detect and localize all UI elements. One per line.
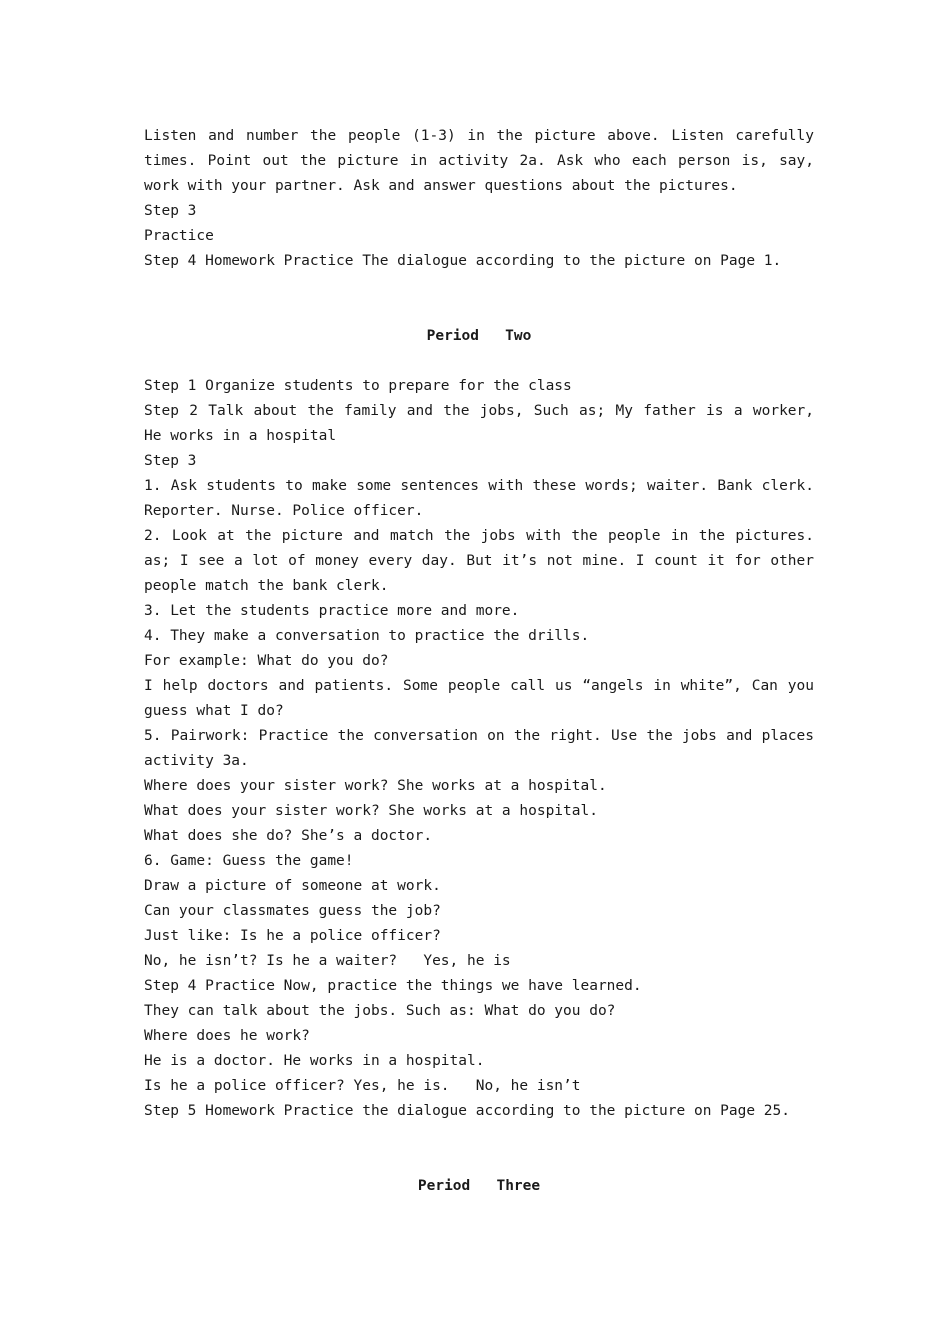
paragraph-line: 5. Pairwork: Practice the conversation on the right. Use the jobs and places [144, 728, 814, 744]
paragraph-line: Draw a picture of someone at work. [144, 878, 441, 894]
period-two-title: Period Two [426, 328, 532, 344]
paragraph-line: 6. Game: Guess the game! [144, 853, 354, 869]
paragraph-line: They can talk about the jobs. Such as: What do you do? [144, 1003, 616, 1019]
period-three-title: Period Three [417, 1178, 541, 1194]
paragraph-line: What does she do? She’s a doctor. [144, 828, 433, 844]
paragraph-line: For example: What do you do? [144, 653, 389, 669]
paragraph-line: 4. They make a conversation to practice the drills. [144, 628, 590, 644]
paragraph-line: as; I see a lot of money every day. But it’s not mine. I count it for other [144, 553, 814, 569]
paragraph-line: Where does your sister work? She works at a hospital. [144, 778, 607, 794]
paragraph-line: Step 4 Homework Practice The dialogue according to the picture on Page 1. [144, 253, 782, 269]
paragraph-line: He works in a hospital [144, 428, 337, 444]
paragraph-line: Step 2 Talk about the family and the jobs, Such as; My father is a worker, [144, 403, 814, 419]
paragraph-line: What does your sister work? She works at a hospital. [144, 803, 598, 819]
step-heading: Step 3 [144, 203, 197, 219]
paragraph-line: Practice [144, 228, 214, 244]
paragraph-line: No, he isn’t? Is he a waiter? Yes, he is [144, 953, 511, 969]
paragraph-line: 3. Let the students practice more and more. [144, 603, 520, 619]
paragraph-line: times. Point out the picture in activity 2a. Ask who each person is, say, [144, 153, 814, 169]
paragraph-line: Listen and number the people (1-3) in the picture above. Listen carefully [144, 128, 814, 144]
paragraph-line: Can your classmates guess the job? [144, 903, 441, 919]
paragraph-line: Where does he work? [144, 1028, 310, 1044]
paragraph-line: people match the bank clerk. [144, 578, 389, 594]
paragraph-line: Step 4 Practice Now, practice the things we have learned. [144, 978, 642, 994]
paragraph-line: work with your partner. Ask and answer questions about the pictures. [144, 178, 738, 194]
document-page [144, 124, 814, 1199]
paragraph-line: activity 3a. [144, 753, 249, 769]
paragraph-line: I help doctors and patients. Some people call us “angels in white”, Can you [144, 678, 814, 694]
paragraph-line: Is he a police officer? Yes, he is. No, he isn’t [144, 1078, 581, 1094]
paragraph-line: guess what I do? [144, 703, 284, 719]
paragraph-line: Reporter. Nurse. Police officer. [144, 503, 424, 519]
step-heading: Step 3 [144, 453, 197, 469]
paragraph-line: 2. Look at the picture and match the jobs with the people in the pictures. [144, 528, 814, 544]
paragraph-line: 1. Ask students to make some sentences with these words; waiter. Bank clerk. [144, 478, 814, 494]
paragraph-line: He is a doctor. He works in a hospital. [144, 1053, 485, 1069]
paragraph-line: Step 1 Organize students to prepare for the class [144, 378, 572, 394]
paragraph-line: Step 5 Homework Practice the dialogue according to the picture on Page 25. [144, 1103, 791, 1119]
paragraph-line: Just like: Is he a police officer? [144, 928, 441, 944]
